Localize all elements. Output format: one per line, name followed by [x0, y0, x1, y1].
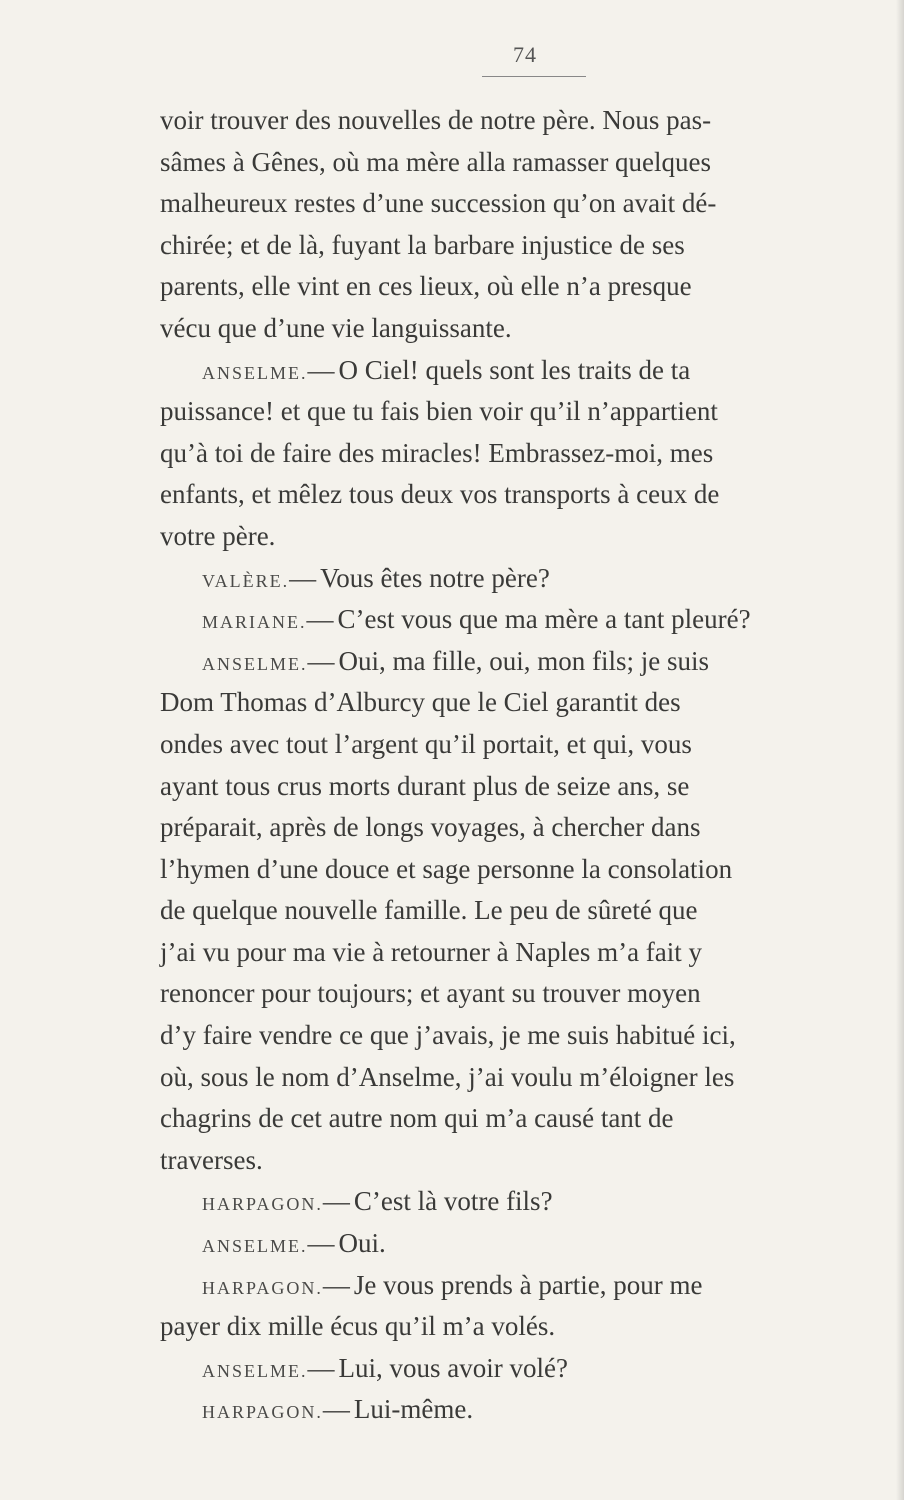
- text-line: [160, 1057, 900, 1099]
- line-text: Dom Thomas d’Alburcy que le Ciel garantit des: [160, 687, 681, 718]
- line-text: j’ai vu pour ma vie à retourner à Naples m’a fait y: [160, 936, 703, 967]
- text-line: [160, 849, 900, 891]
- text-line: [160, 973, 900, 1015]
- speaker-name: ANSELME.: [202, 653, 308, 674]
- line-text: traverses.: [160, 1144, 263, 1175]
- line-text: qu’à toi de faire des miracles! Embrassez-moi, mes: [160, 437, 714, 468]
- header-rule: [482, 76, 586, 77]
- play-text: [160, 100, 900, 1431]
- line-text: C’est là votre fils?: [353, 1186, 553, 1217]
- speaker-dash: —: [307, 1228, 335, 1259]
- line-text: O Ciel! quels sont les traits de ta: [338, 354, 691, 385]
- dialogue-line: [160, 1389, 900, 1431]
- dialogue-line: [160, 558, 900, 600]
- speaker-name: ANSELME.: [202, 1360, 308, 1381]
- text-line: [160, 225, 900, 267]
- line-text: où, sous le nom d’Anselme, j’ai voulu m’éloigner les: [160, 1061, 735, 1092]
- line-text: payer dix mille écus qu’il m’a volés.: [160, 1311, 556, 1342]
- line-text: Lui-même.: [353, 1394, 474, 1425]
- speaker-dash: —: [322, 1269, 350, 1300]
- text-line: [160, 1140, 900, 1182]
- text-line: [160, 474, 900, 516]
- line-text: sâmes à Gênes, où ma mère alla ramasser quelques: [160, 146, 712, 177]
- line-text: voir trouver des nouvelles de notre père. Nous pas-: [160, 105, 712, 135]
- dialogue-line: [160, 599, 900, 641]
- page-number: 74: [513, 42, 537, 67]
- line-text: chirée; et de là, fuyant la barbare injustice de ses: [160, 229, 685, 260]
- dialogue-line: [160, 1265, 900, 1307]
- line-text: votre père.: [160, 520, 276, 551]
- speaker-dash: —: [307, 645, 335, 676]
- text-line: [160, 391, 900, 433]
- line-text: malheureux restes d’une succession qu’on avait dé-: [160, 188, 717, 219]
- line-text: d’y faire vendre ce que j’avais, je me suis habitué ici,: [160, 1020, 736, 1051]
- line-text: chagrins de cet autre nom qui m’a causé tant de: [160, 1103, 674, 1134]
- speaker-name: HARPAGON.: [202, 1277, 323, 1298]
- speaker-name: ANSELME.: [202, 362, 308, 383]
- dialogue-line: [160, 1223, 900, 1265]
- text-line: [160, 766, 900, 808]
- speaker-dash: —: [306, 604, 334, 635]
- text-line: [160, 724, 900, 766]
- text-line: [160, 516, 900, 558]
- line-text: de quelque nouvelle famille. Le peu de sûreté que: [160, 895, 698, 926]
- line-text: C’est vous que ma mère a tant pleuré?: [337, 604, 751, 635]
- speaker-name: VALÈRE.: [202, 570, 290, 591]
- speaker-dash: —: [322, 1394, 350, 1425]
- line-text: préparait, après de longs voyages, à chercher dans: [160, 812, 701, 843]
- dialogue-line: [160, 1348, 900, 1390]
- text-line: [160, 807, 900, 849]
- text-line: [160, 433, 900, 475]
- text-line: [160, 682, 900, 724]
- line-text: ayant tous crus morts durant plus de seize ans, se: [160, 770, 690, 801]
- speaker-name: ANSELME.: [202, 1236, 308, 1257]
- text-line: [160, 1098, 900, 1140]
- line-text: Vous êtes notre père?: [320, 562, 550, 593]
- text-line: [160, 142, 900, 184]
- line-text: Lui, vous avoir volé?: [338, 1352, 568, 1383]
- line-text: Oui, ma fille, oui, mon fils; je suis: [338, 645, 709, 676]
- speaker-dash: —: [307, 1352, 335, 1383]
- dialogue-line: [160, 1181, 900, 1223]
- text-line: [160, 308, 900, 350]
- line-text: Je vous prends à partie, pour me: [353, 1269, 703, 1300]
- dialogue-line: [160, 641, 900, 683]
- line-text: enfants, et mêlez tous deux vos transports à ceux de: [160, 479, 720, 510]
- line-text: renoncer pour toujours; et ayant su trouver moyen: [160, 978, 701, 1009]
- text-line: [160, 100, 900, 142]
- speaker-dash: —: [289, 562, 317, 593]
- line-text: l’hymen d’une douce et sage personne la consolation: [160, 853, 733, 884]
- text-line: [160, 266, 900, 308]
- speaker-dash: —: [307, 354, 335, 385]
- line-text: vécu que d’une vie languissante.: [160, 312, 512, 343]
- page-edge: [896, 0, 904, 1500]
- line-text: Oui.: [338, 1228, 386, 1259]
- line-text: parents, elle vint en ces lieux, où elle n’a presque: [160, 271, 692, 302]
- line-text: ondes avec tout l’argent qu’il portait, et qui, vous: [160, 728, 692, 759]
- text-line: [160, 890, 900, 932]
- speaker-name: HARPAGON.: [202, 1402, 323, 1423]
- speaker-name: MARIANE.: [202, 612, 307, 633]
- dialogue-line: [160, 350, 900, 392]
- text-line: [160, 1306, 900, 1348]
- speaker-dash: —: [322, 1186, 350, 1217]
- text-line: [160, 1015, 900, 1057]
- text-line: [160, 183, 900, 225]
- line-text: puissance! et que tu fais bien voir qu’il n’appartient: [160, 396, 718, 427]
- speaker-name: HARPAGON.: [202, 1194, 323, 1215]
- text-line: [160, 932, 900, 974]
